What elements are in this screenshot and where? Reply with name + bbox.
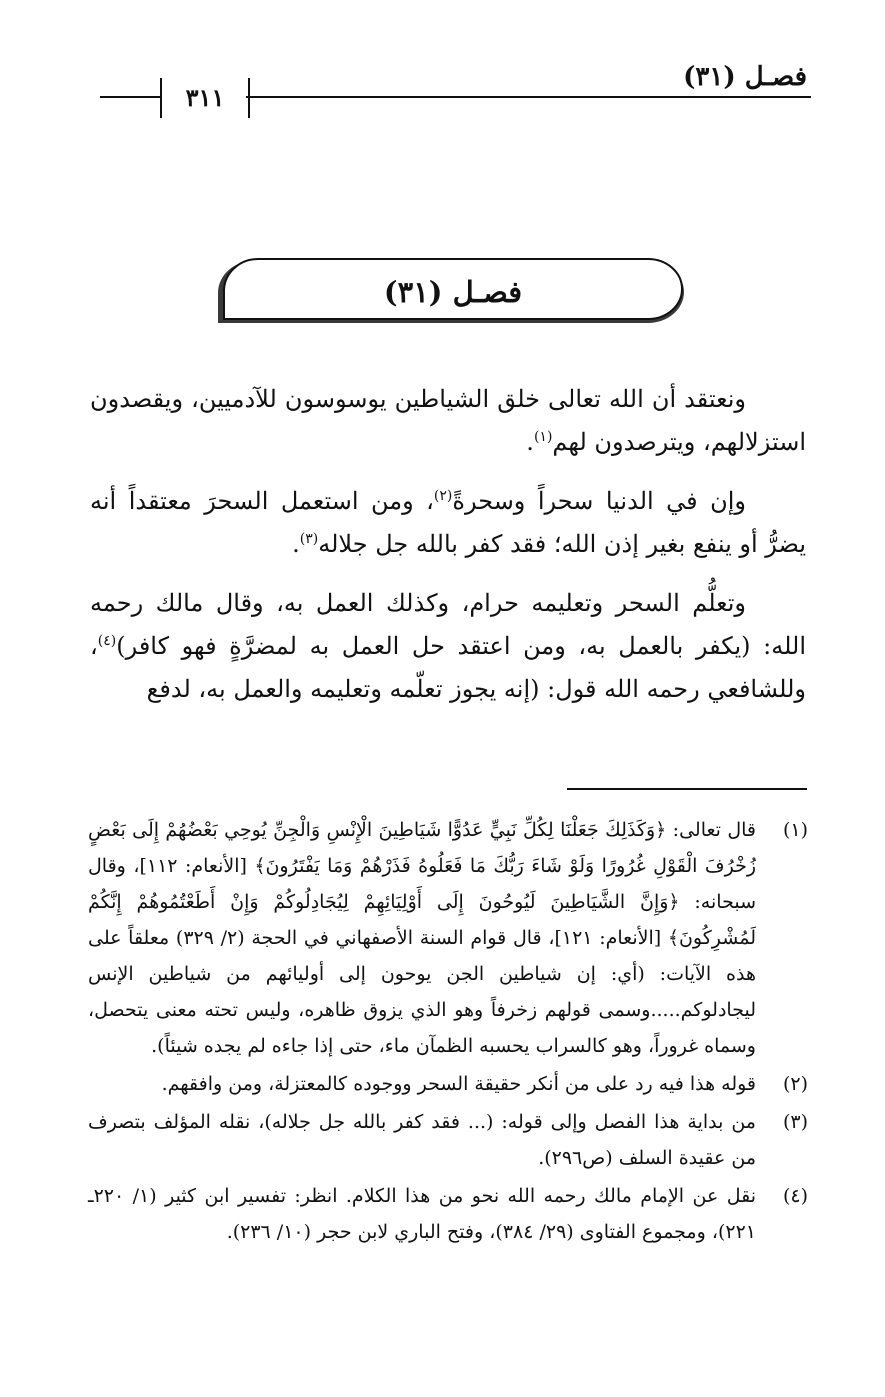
footnote-3: [88, 1104, 808, 1176]
main-text: [90, 378, 806, 727]
p1-tail: .: [526, 428, 534, 456]
footnote-number: (١): [782, 819, 808, 841]
footnote-text: قوله هذا فيه رد على من أنكر حقيقة السحر ووجوده كالمعتزلة، ومن وافقهم.: [161, 1073, 756, 1095]
footnote-1: [88, 812, 808, 1064]
chapter-banner: [218, 257, 688, 327]
p2-text-b: ، ومن استعمل السحرَ معتقداً أنه يضرُّ أو ينفع بغير إذن الله؛ فقد كفر بالله جل جلاله: [90, 487, 806, 558]
footnote-ref-4: (٤): [97, 633, 117, 649]
footnotes: [88, 812, 808, 1252]
paragraph-1: [90, 378, 806, 464]
footnote-2: [88, 1066, 808, 1102]
footnote-separator: [567, 788, 807, 790]
footnote-ref-2: (٢): [433, 488, 453, 504]
p2-tail: .: [292, 530, 300, 558]
paragraph-2: [90, 480, 806, 566]
p1-text: ونعتقد أن الله تعالى خلق الشياطين يوسوسون للآدميين، ويقصدون استزلالهم، ويترصدون لهم: [90, 385, 806, 456]
footnote-text: قال تعالى: ﴿وَكَذَلِكَ جَعَلْنَا لِكُلِّ نَبِيٍّ عَدُوًّا شَيَاطِينَ الْإِنْسِ وَالْجِنِّ يُوحِي بَعْضُهُمْ إِلَى بَعْضٍ زُخْرُفَ الْقَوْلِ غُرُورًا وَلَوْ شَاءَ رَبُّكَ مَا فَعَلُوهُ فَذَرْهُمْ وَمَا يَفْتَرُونَ﴾ [الأنعام: ١١٢]، وقال سبحانه: ﴿وَإِنَّ الشَّيَاطِينَ لَيُوحُونَ إِلَى أَوْلِيَائِهِمْ لِيُجَادِلُوكُمْ وَإِنْ أَطَعْتُمُوهُمْ إِنَّكُمْ لَمُشْرِكُونَ﴾ [الأنعام: ١٢١]، قال قوام السنة الأصفهاني في الحجة (٢/ ٣٢٩) معلقاً على هذه الآيات: (أي: إن شياطين الجن يوحون إلى أوليائهم من شياطين الإنس ليجادلوكم.....وسمى قولهم زخرفاً وهو الذي يزوق ظاهره، وليس تحته معنى يتحصل، وسماه غروراً، وهو كالسراب يحسبه الظمآن ماء، حتى إذا جاءه لم يجده شيئاً).: [88, 819, 756, 1057]
p2-text-a: وإن في الدنيا سحراً وسحرةً: [452, 487, 746, 515]
footnote-4: [88, 1178, 808, 1250]
footnote-number: (٣): [782, 1111, 808, 1133]
chapter-title: فصـل (٣١): [383, 275, 523, 309]
footnote-ref-3: (٣): [299, 531, 319, 547]
footnote-text: نقل عن الإمام مالك رحمه الله نحو من هذا الكلام. انظر: تفسير ابن كثير (١/ ٢٢٠ـ ٢٢١)، ومجموع الفتاوى (٢٩/ ٣٨٤)، وفتح الباري لابن حجر (١٠/ ٢٣٦).: [88, 1185, 756, 1243]
footnote-number: (٢): [782, 1073, 808, 1095]
p3-text-a: وتعلُّم السحر وتعليمه حرام، وكذلك العمل به، وقال مالك رحمه الله: (يكفر بالعمل به، ومن اعتقد حل العمل به لمضرَّةٍ فهو كافر): [90, 589, 806, 660]
paragraph-3: [90, 582, 806, 711]
footnote-ref-1: (١): [533, 429, 553, 445]
footnote-text: من بداية هذا الفصل وإلى قوله: (... فقد كفر بالله جل جلاله)، نقله المؤلف بتصرف من عقيدة السلف (ص٢٩٦).: [88, 1111, 756, 1169]
header-rule: [246, 96, 811, 98]
p3-text-b: ، وللشافعي رحمه الله قول: (إنه يجوز تعلّمه وتعليمه والعمل به، لدفع: [90, 632, 806, 703]
running-header-title: فصـل (٣١): [683, 62, 807, 92]
header-rule-left: [100, 96, 160, 98]
page-number: ٣١١: [160, 78, 250, 118]
footnote-number: (٤): [782, 1185, 808, 1207]
